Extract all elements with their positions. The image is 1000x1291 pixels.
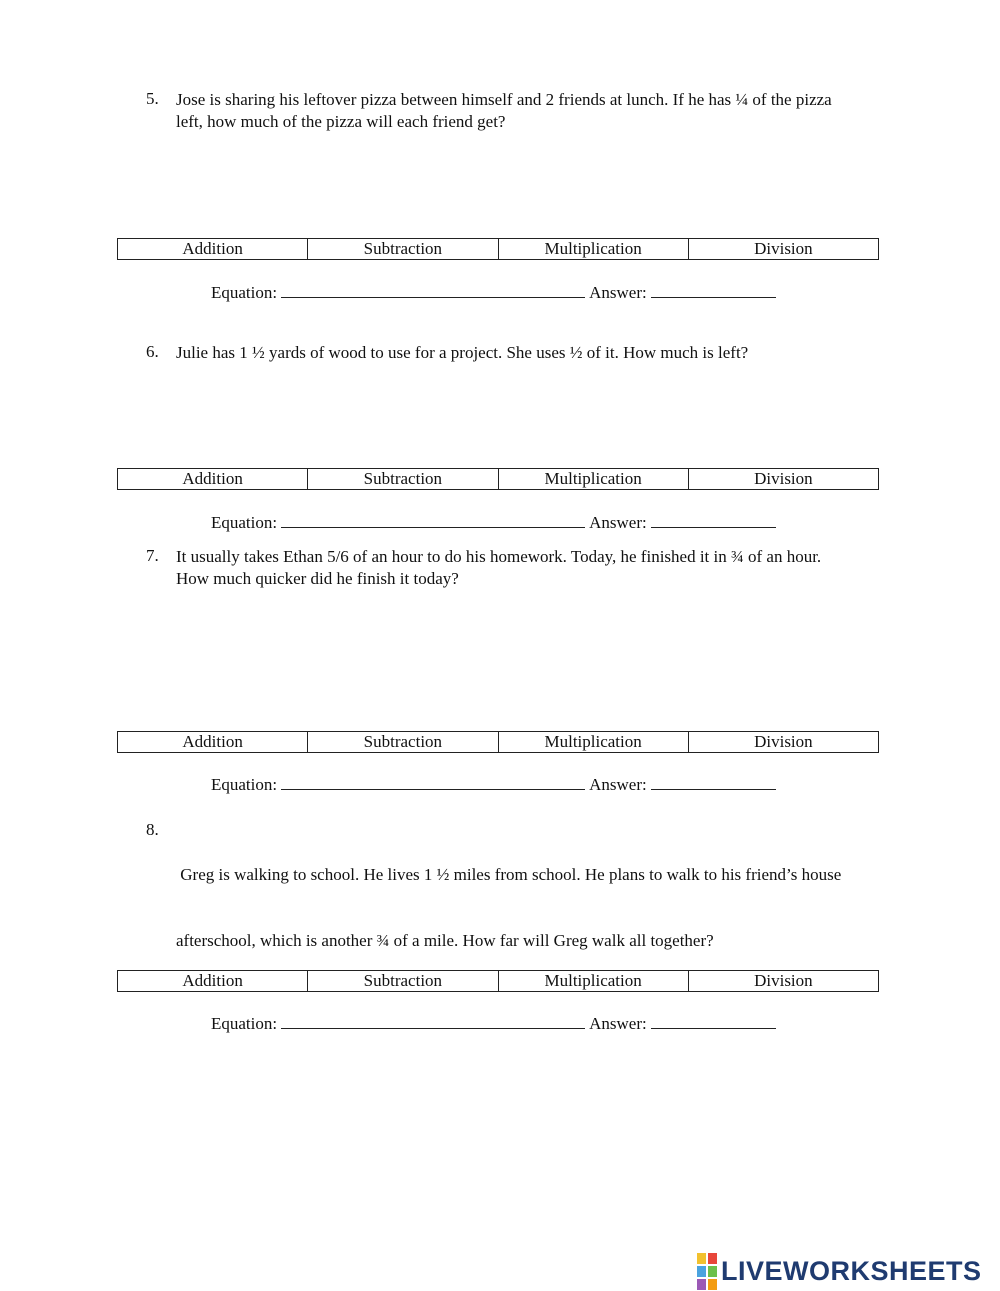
equation-answer-row — [211, 281, 776, 303]
operation-division[interactable]: Division — [754, 469, 813, 488]
equation-input[interactable] — [281, 773, 585, 790]
equation-answer-row — [211, 1012, 776, 1034]
answer-input[interactable] — [651, 1012, 776, 1029]
logo-text: LIVEWORKSHEETS — [721, 1255, 982, 1286]
operation-subtraction[interactable]: Subtraction — [308, 732, 498, 752]
answer-input[interactable] — [651, 511, 776, 528]
question-text-line1: Jose is sharing his leftover pizza between himself and 2 friends at lunch. If he has ¼ of the pizza — [176, 90, 832, 109]
operation-choices — [117, 468, 879, 490]
answer-label: Answer: — [589, 1014, 647, 1033]
logo-block — [708, 1279, 717, 1290]
operation-addition[interactable]: Addition — [118, 469, 308, 489]
logo-block — [697, 1279, 706, 1290]
equation-label: Equation: — [211, 513, 278, 532]
operation-choices — [117, 970, 879, 992]
question-number: 6. — [146, 342, 159, 361]
question-number: 8. — [146, 820, 159, 839]
operation-addition[interactable]: Addition — [118, 732, 308, 752]
operation-division[interactable]: Division — [754, 732, 813, 751]
equation-answer-row — [211, 773, 776, 795]
equation-label: Equation: — [211, 1014, 278, 1033]
operation-addition[interactable]: Addition — [118, 971, 308, 991]
logo-block — [708, 1253, 717, 1264]
logo-blocks-icon — [697, 1253, 717, 1290]
operation-multiplication[interactable]: Multiplication — [499, 239, 689, 259]
answer-label: Answer: — [589, 775, 647, 794]
operation-choices — [117, 238, 879, 260]
logo-block — [697, 1253, 706, 1264]
operation-subtraction[interactable]: Subtraction — [308, 469, 498, 489]
equation-answer-row — [211, 511, 776, 533]
question-text — [176, 89, 896, 133]
question-number: 7. — [146, 546, 159, 565]
question-text-line1: Greg is walking to school. He lives 1 ½ miles from school. He plans to walk to his friend’s house — [176, 865, 842, 884]
equation-label: Equation: — [211, 775, 278, 794]
operation-subtraction[interactable]: Subtraction — [308, 971, 498, 991]
question-text — [176, 546, 896, 590]
operation-addition[interactable]: Addition — [118, 239, 308, 259]
equation-input[interactable] — [281, 511, 585, 528]
question-text-line2: How much quicker did he finish it today? — [176, 569, 459, 588]
operation-choices — [117, 731, 879, 753]
logo-block — [697, 1266, 706, 1277]
question-number: 5. — [146, 89, 159, 108]
question-text-line1: It usually takes Ethan 5/6 of an hour to do his homework. Today, he finished it in ¾ of an hour. — [176, 547, 822, 566]
logo-block — [708, 1266, 717, 1277]
answer-label: Answer: — [589, 283, 647, 302]
equation-input[interactable] — [281, 281, 585, 298]
question-text-line2: afterschool, which is another ¾ of a mile. How far will Greg walk all together? — [176, 931, 714, 950]
operation-division[interactable]: Division — [754, 971, 813, 990]
operation-subtraction[interactable]: Subtraction — [308, 239, 498, 259]
operation-multiplication[interactable]: Multiplication — [499, 971, 689, 991]
answer-input[interactable] — [651, 281, 776, 298]
question-text-line2: left, how much of the pizza will each friend get? — [176, 112, 506, 131]
operation-multiplication[interactable]: Multiplication — [499, 732, 689, 752]
answer-input[interactable] — [651, 773, 776, 790]
equation-label: Equation: — [211, 283, 278, 302]
operation-multiplication[interactable]: Multiplication — [499, 469, 689, 489]
question-text — [176, 342, 896, 364]
answer-label: Answer: — [589, 513, 647, 532]
operation-division[interactable]: Division — [754, 239, 813, 258]
question-text-line1: Julie has 1 ½ yards of wood to use for a project. She uses ½ of it. How much is left? — [176, 343, 749, 362]
liveworksheets-logo — [697, 1254, 982, 1288]
equation-input[interactable] — [281, 1012, 585, 1029]
